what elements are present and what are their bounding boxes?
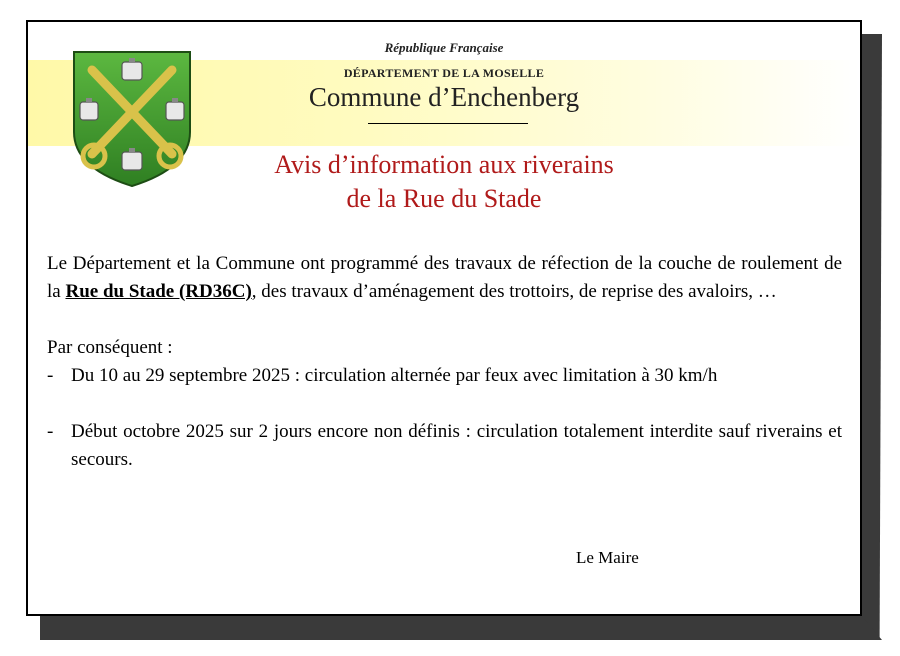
list-item-text: Début octobre 2025 sur 2 jours encore non définis : circulation totalement interdite sauf riverains et secours. bbox=[71, 421, 842, 470]
republique-francaise-label: République Française bbox=[384, 40, 504, 55]
departement-label: DÉPARTEMENT DE LA MOSELLE bbox=[343, 66, 545, 80]
intro-paragraph bbox=[47, 250, 842, 306]
list-dash: - bbox=[47, 365, 54, 386]
commune-title: Commune d’Enchenberg bbox=[308, 82, 580, 112]
notice-body bbox=[47, 250, 842, 474]
intro-text-before: Le Département et la Commune ont programmé des travaux de réfection de la couche de roulement de la bbox=[47, 253, 842, 302]
list-item bbox=[47, 362, 842, 390]
list-item-text: Du 10 au 29 septembre 2025 : circulation alternée par feux avec limitation à 30 km/h bbox=[71, 365, 718, 386]
street-name: Rue du Stade (RD36C) bbox=[65, 281, 252, 302]
consequence-label: Par conséquent : bbox=[47, 337, 173, 358]
notice-sheet bbox=[26, 20, 862, 616]
notice-title bbox=[28, 148, 860, 216]
intro-text-after: , des travaux d’aménagement des trottoirs, de reprise des avaloirs, … bbox=[251, 281, 777, 302]
notice-title-line-2: de la Rue du Stade bbox=[346, 184, 542, 213]
header-divider bbox=[368, 123, 528, 124]
signature: Le Maire bbox=[576, 548, 639, 567]
list-item bbox=[47, 418, 842, 474]
notice-title-line-1: Avis d’information aux riverains bbox=[274, 150, 614, 179]
list-dash: - bbox=[47, 421, 54, 442]
